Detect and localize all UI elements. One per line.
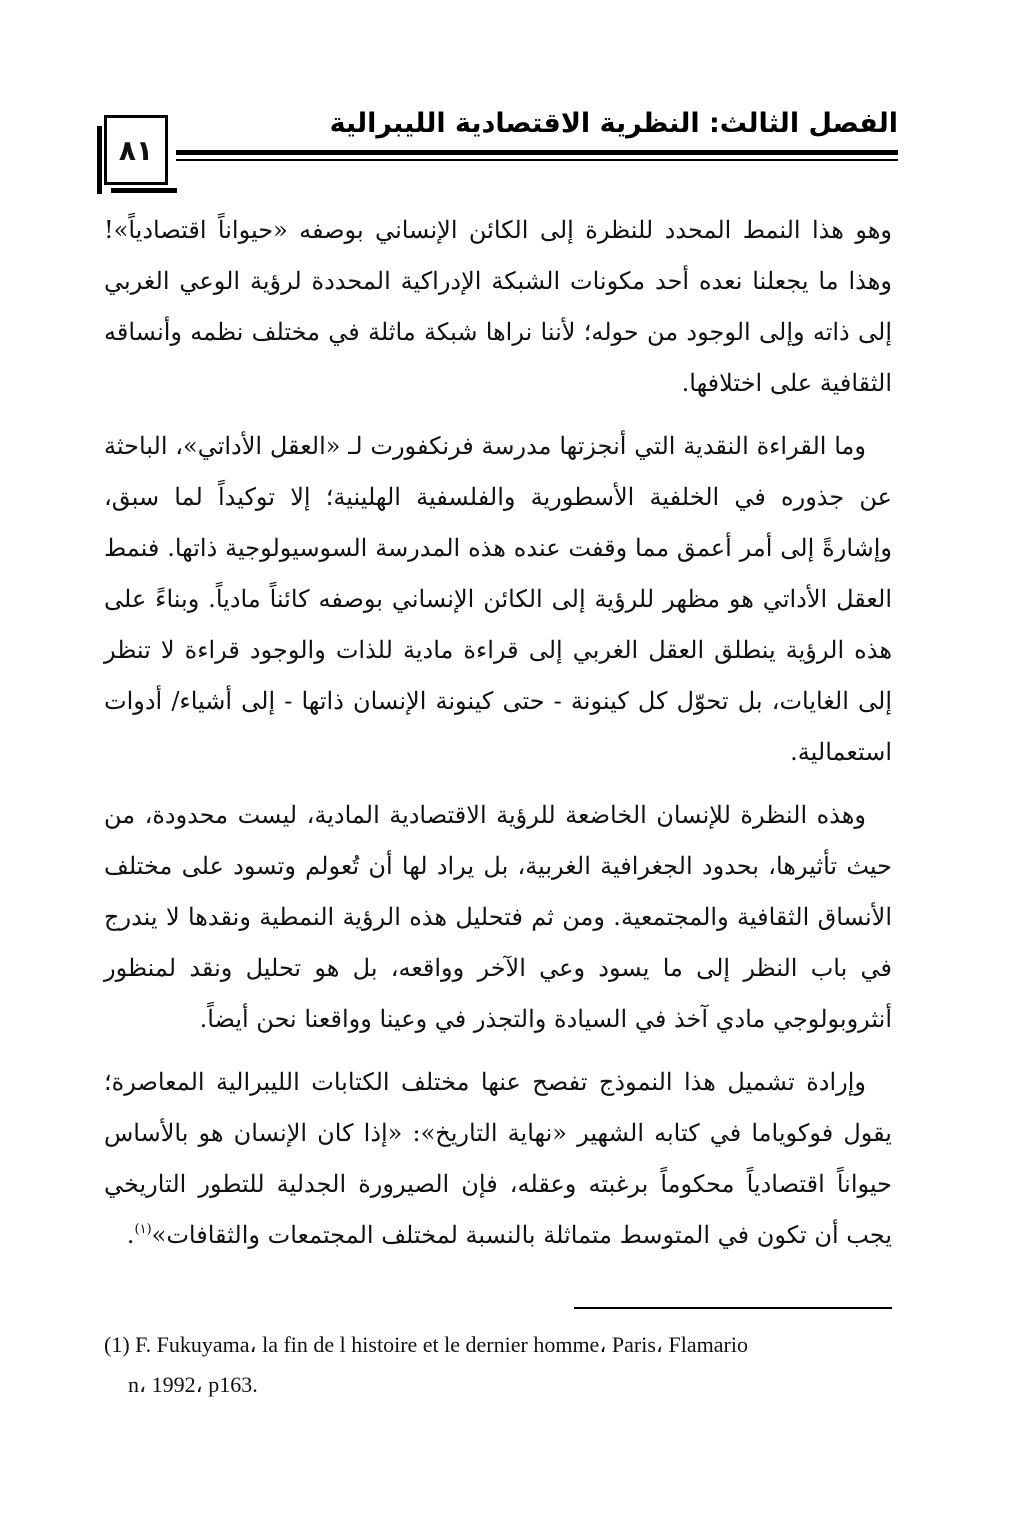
header-rule-thin [176, 159, 898, 161]
paragraph-4: وإرادة تشميل هذا النموذج تفصح عنها مختلف الكتابات الليبرالية المعاصرة؛ يقول فوكوياما في كتابه الشهير «نهاية التاريخ»: «إذا كان الإنسان هو بالأساس حيواناً اقتصادياً محكوماً برغبته وعقله، فإن الصيرورة الجدلية للتطور التاريخي يجب أن تكون في المتوسط متماثلة بالنسبة لمختلف المجتمعات والثقافات»$^{(١)}$. [104, 1068, 892, 1249]
header-rule-thick [176, 150, 898, 155]
footnote-divider [574, 1307, 892, 1309]
paragraph-4-text: وإرادة تشميل هذا النموذج تفصح عنها مختلف الكتابات الليبرالية المعاصرة؛ يقول فوكوياما في كتابه الشهير «نهاية التاريخ»: «إذا كان الإنسان هو بالأساس حيواناً اقتصادياً محكوماً برغبته وعقله، فإن الصيرورة الجدلية للتطور التاريخي يجب أن تكون في المتوسط متماثلة بالنسبة لمختلف المجتمعات والثقافات» [104, 1068, 892, 1249]
footnote-line-1: (1) F. Fukuyama، la fin de l histoire et le dernier homme، Paris، Flamario [104, 1332, 748, 1357]
page-number-box [104, 115, 168, 185]
body-text [104, 205, 892, 1273]
chapter-title: الفصل الثالث: النظرية الاقتصادية الليبرالية [329, 108, 898, 139]
paragraph-1: وهو هذا النمط المحدد للنظرة إلى الكائن الإنساني بوصفه «حيواناً اقتصادياً»! وهذا ما يجعلنا نعده أحد مكونات الشبكة الإدراكية المحددة لرؤية الوعي الغربي إلى ذاته وإلى الوجود من حوله؛ لأننا نراها شبكة ماثلة في مختلف نظمه وأنساقه الثقافية على اختلافها. [104, 216, 892, 397]
footnote [104, 1325, 894, 1405]
page-number: ٨١ [118, 133, 154, 167]
footnote-reference[interactable]: (١) [134, 1222, 152, 1237]
paragraph-3: وهذه النظرة للإنسان الخاضعة للرؤية الاقتصادية المادية، ليست محدودة، من حيث تأثيرها، بحدود الجغرافية الغربية، بل يراد لها أن تُعولم وتسود على مختلف الأنساق الثقافية والمجتمعية. ومن ثم فتحليل هذه الرؤية النمطية ونقدها لا يندرج في باب النظر إلى ما يسود وعي الآخر وواقعه، بل هو تحليل ونقد لمنظور أنثروبولوجي مادي آخذ في السيادة والتجذر في وعينا وواقعنا نحن أيضاً. [104, 801, 892, 1033]
paragraph-2: وما القراءة النقدية التي أنجزتها مدرسة فرنكفورت لـ «العقل الأداتي»، الباحثة عن جذوره في الخلفية الأسطورية والفلسفية الهلينية؛ إلا توكيداً لما سبق، وإشارةً إلى أمر أعمق مما وقفت عنده هذه المدرسة السوسيولوجية ذاتها. فنمط العقل الأداتي هو مظهر للرؤية إلى الكائن الإنساني بوصفه كائناً مادياً. وبناءً على هذه الرؤية ينطلق العقل الغربي إلى قراءة مادية للذات والوجود قراءة لا تنظر إلى الغايات، بل تحوّل كل كينونة - حتى كينونة الإنسان ذاتها - إلى أشياء/ أدوات استعمالية. [104, 432, 893, 766]
footnote-line-2: n، 1992، p163. [128, 1372, 258, 1397]
